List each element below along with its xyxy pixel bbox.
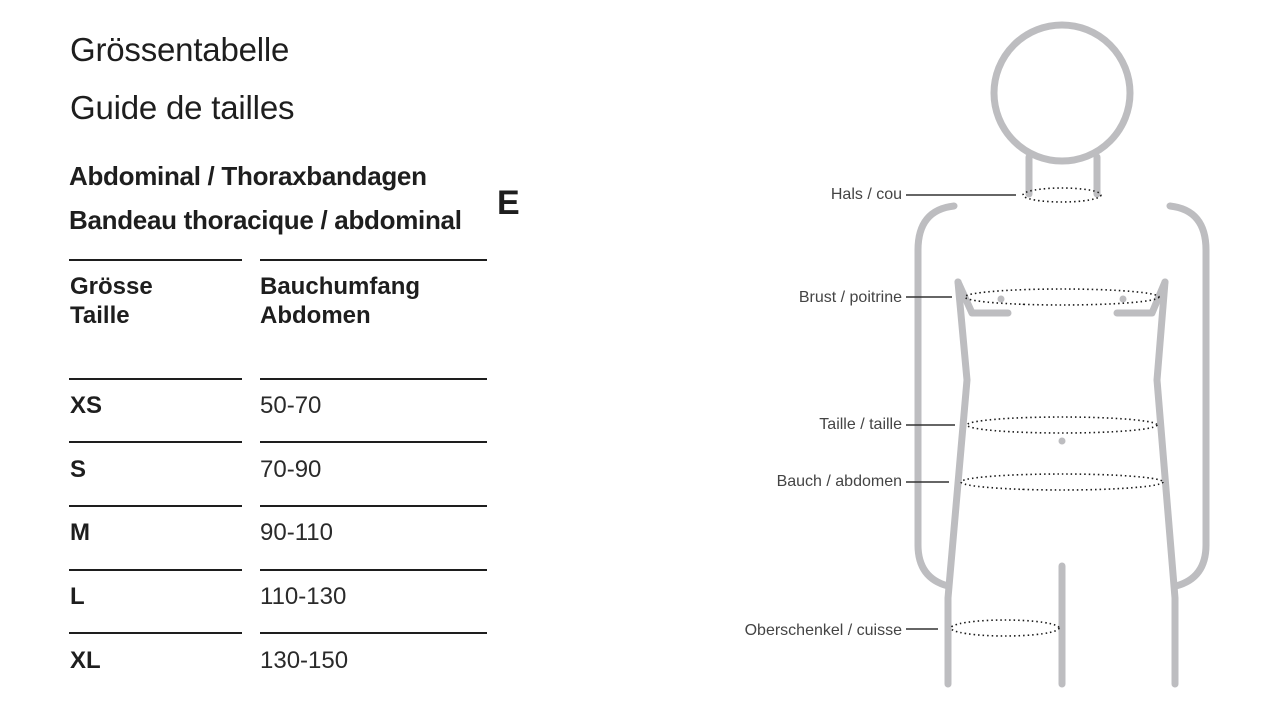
label-neck: Hals / cou [830,186,902,203]
range-cell: 110-130 [260,583,347,610]
label-abdomen: Bauch / abdomen [776,473,902,490]
page-title-fr: Guide de tailles [70,89,295,126]
size-cell: L [70,583,85,610]
measurement-rings [951,188,1163,636]
body-outline-icon [918,25,1206,684]
range-cell: 50-70 [260,392,322,419]
column-header-size: Grösse Taille [70,273,153,329]
size-cell: M [70,519,90,546]
body-marker-dots [998,296,1127,445]
thigh-ring [951,620,1059,636]
label-thigh: Oberschenkel / cuisse [744,622,902,639]
label-waist: Taille / taille [819,416,902,433]
page-title-de: Grössentabelle [70,31,290,68]
abdomen-ring [961,474,1163,490]
size-cell: XS [70,392,103,419]
label-chest: Brust / poitrine [798,289,902,306]
size-cell: S [70,456,87,483]
range-cell: 70-90 [260,456,322,483]
product-code: E [497,184,520,222]
product-name-de: Abdominal / Thoraxbandagen [69,161,427,191]
neck-ring [1023,188,1101,202]
chest-ring [965,289,1159,305]
range-cell: 130-150 [260,647,349,674]
product-name-fr: Bandeau thoracique / abdominal [69,205,462,235]
range-cell: 90-110 [260,519,333,546]
column-header-abdomen: Bauchumfang Abdomen [260,273,421,329]
waist-ring [967,417,1157,433]
size-cell: XL [70,647,101,674]
